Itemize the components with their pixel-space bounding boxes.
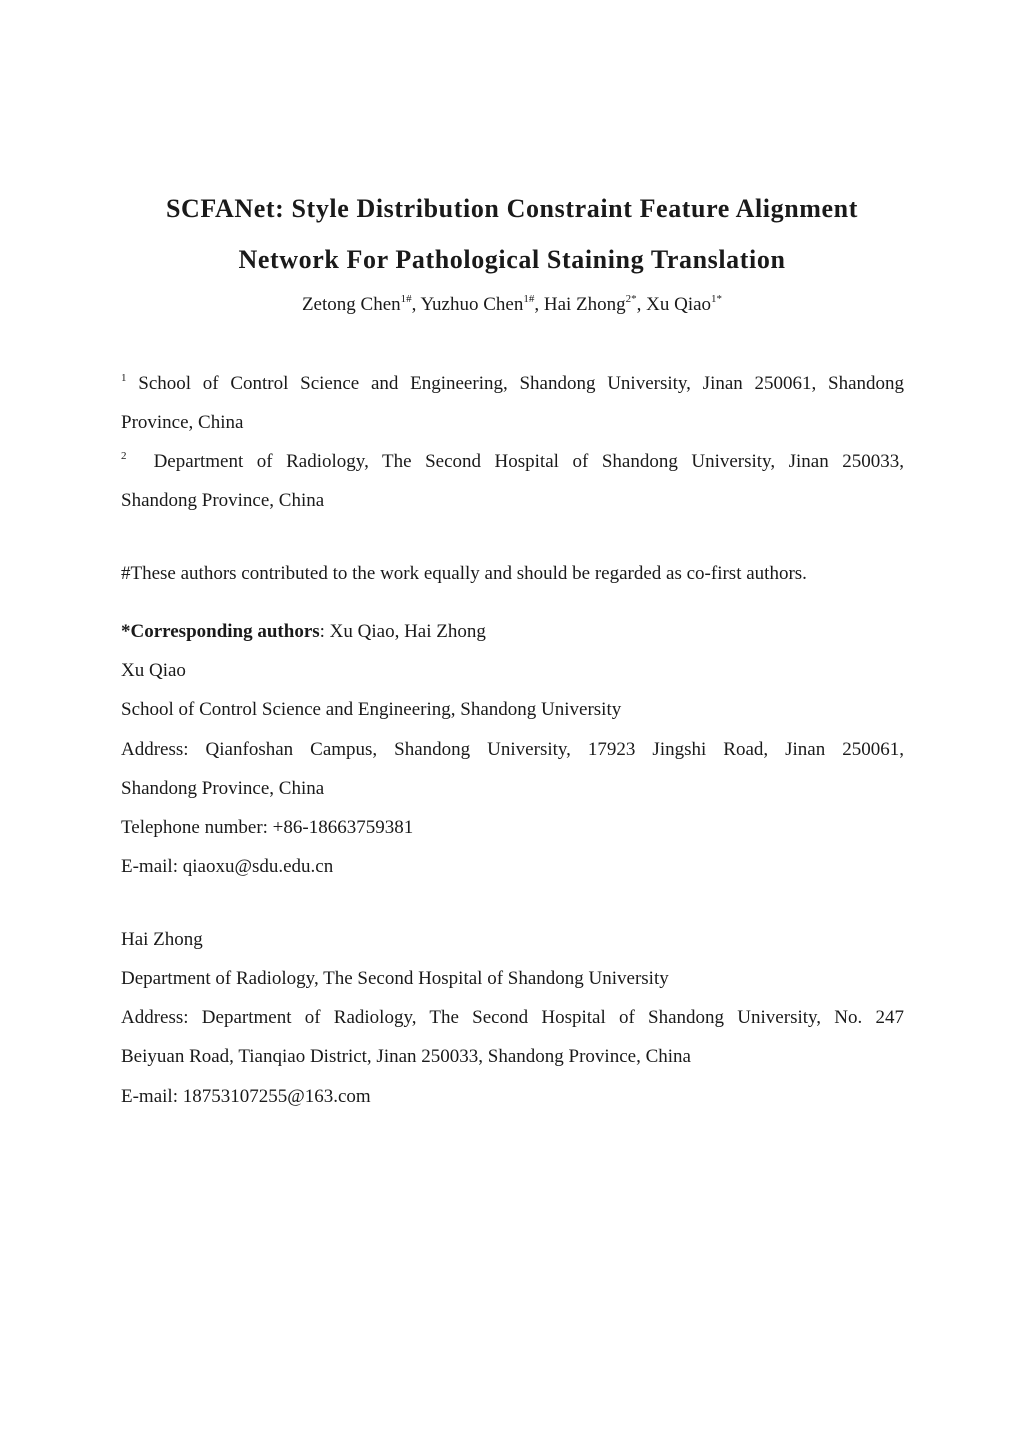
affiliation-text: School of Control Science and Engineering, Shandong University, Jinan 250061, Shandong [138, 373, 905, 394]
contact-1-affiliation: School of Control Science and Engineering, Shandong University [121, 699, 622, 720]
author-separator: , [636, 294, 647, 315]
affiliation-1-line-1 [121, 373, 904, 395]
author-name: Xu Qiao [646, 294, 712, 315]
affiliation-mark: 1 [121, 372, 127, 384]
author-list [0, 294, 1024, 316]
contact-2-address-line-2: Beiyuan Road, Tianqiao District, Jinan 250033, Shandong Province, China [121, 1046, 691, 1067]
equal-contribution-note: #These authors contributed to the work equally and should be regarded as co-first authors. [121, 563, 807, 584]
contact-1-email: E-mail: qiaoxu@sdu.edu.cn [121, 856, 334, 877]
paper-title-line-2: Network For Pathological Staining Translation [238, 245, 786, 274]
contact-2-affiliation: Department of Radiology, The Second Hospital of Shandong University [121, 968, 669, 989]
author-mark: 1# [400, 293, 412, 305]
contact-1-address-line-1: Address: Qianfoshan Campus, Shandong University, 17923 Jingshi Road, Jinan 250061, [121, 739, 904, 760]
author-separator: , [411, 294, 421, 315]
author-mark: 2* [625, 293, 637, 305]
affiliation-mark: 2 [121, 450, 127, 462]
author-name: Yuzhuo Chen [420, 294, 524, 315]
contact-1-phone: Telephone number: +86-18663759381 [121, 817, 414, 838]
corresponding-authors [121, 621, 904, 643]
contact-2-email: E-mail: 18753107255@163.com [121, 1086, 371, 1107]
contact-2-address-line-1: Address: Department of Radiology, The Second Hospital of Shandong University, No. 247 [121, 1007, 904, 1028]
author-mark: 1* [711, 293, 723, 305]
contact-1-address-line-2: Shandong Province, China [121, 778, 325, 799]
author-mark: 1# [523, 293, 535, 305]
affiliation-1-line-2: Province, China [121, 412, 244, 433]
contact-1-name: Xu Qiao [121, 660, 186, 681]
author-name: Hai Zhong [543, 294, 626, 315]
author-separator: , [534, 294, 544, 315]
paper-title-line-1: SCFANet: Style Distribution Constraint Feature Alignment [166, 194, 858, 223]
contact-2-name: Hai Zhong [121, 929, 203, 950]
corresponding-label: *Corresponding authors [121, 621, 320, 642]
affiliation-2-line-2: Shandong Province, China [121, 490, 325, 511]
author-name: Zetong Chen [301, 294, 401, 315]
corresponding-names: : Xu Qiao, Hai Zhong [319, 621, 486, 642]
affiliation-2-line-1 [121, 451, 904, 473]
affiliation-text: Department of Radiology, The Second Hospital of Shandong University, Jinan 250033, [153, 451, 904, 472]
